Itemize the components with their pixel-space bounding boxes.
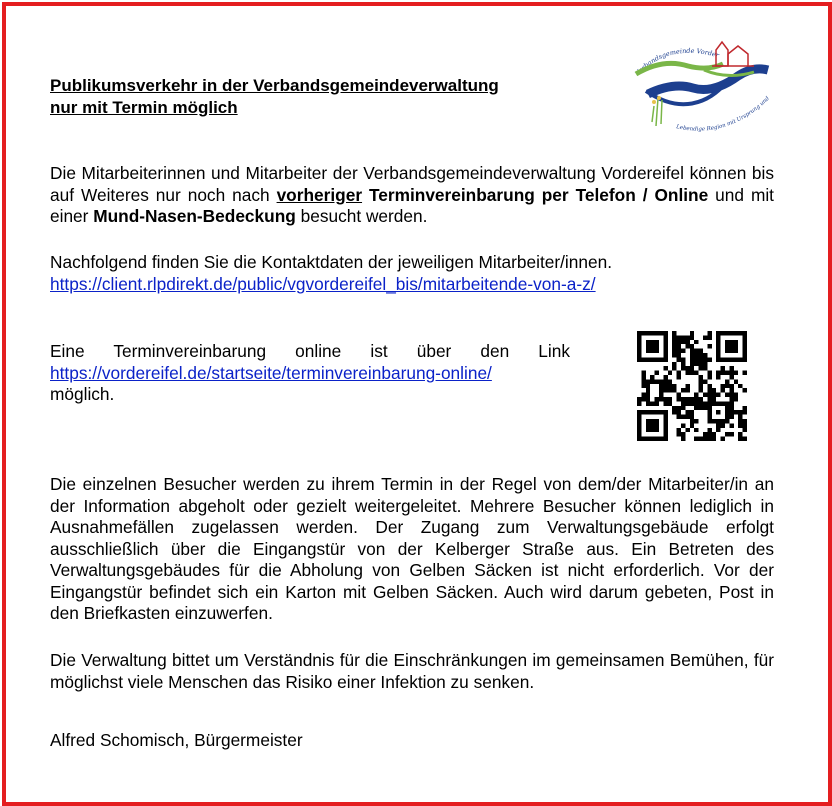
paragraph-visitor-procedure: Die einzelnen Besucher werden zu ihrem Termin in der Regel von dem/der Mitarbeiter/in an der Information abgeholt oder gezielt weitergeleitet. Mehrere Besucher können lediglich in Ausnahmefällen zugelassen werden. Der Zugang zum Verwaltungsgebäude erfolgt ausschließlich über die Eingangstür von der Kelberger Straße aus. Ein Betreten des Verwaltungsgebäudes für die Abholung von Gelben Säcken ist nicht erforderlich. Vor der Eingangstür befindet sich ein Karton mit Gelben Säcken. Auch wird darum gebeten, Post in den Briefkasten einzuwerfen. [50, 474, 774, 623]
p1-text-3: besucht werden. [295, 206, 428, 226]
p1-bold-2: Terminvereinbarung per Telefon / Online [362, 184, 709, 205]
paragraph-understanding: Die Verwaltung bittet um Verständnis für die Einschränkungen im gemeinsamen Bemühen, für möglichst viele Menschen das Risiko einer Infektion zu senken. [50, 650, 774, 692]
notice-title [50, 75, 590, 119]
online-booking-suffix: möglich. [50, 384, 115, 404]
qr-code[interactable] [637, 331, 747, 441]
title-line-1: Publikumsverkehr in der Verbandsgemeindeverwaltung [50, 76, 499, 95]
svg-text:∿: ∿ [756, 65, 762, 72]
p1-text-1: Die Mitarbeiterinnen und Mitarbeiter der Verbandsgemeindeverwaltung Vordereifel können bis auf Weiteres nur noch nach [50, 163, 774, 205]
logo-bottom-text: Lebendige Region mit Ursprung und [675, 95, 771, 133]
paragraph-online-booking [50, 341, 570, 406]
p1-text-2: und mit einer [50, 184, 774, 226]
municipality-logo [628, 36, 778, 136]
contact-data-text: Nachfolgend finden Sie die Kontaktdaten der jeweiligen Mitarbeiter/innen. [50, 252, 613, 272]
p1-bold-3: Mund-Nasen-Bedeckung [93, 206, 296, 226]
signature: Alfred Schomisch, Bürgermeister [50, 730, 303, 750]
p1-bold-underlined: vorheriger [276, 184, 363, 205]
online-booking-text: Eine Terminvereinbarung online ist über den Link [50, 341, 570, 361]
online-booking-link[interactable]: https://vordereifel.de/startseite/terminvereinbarung-online/ [50, 362, 492, 383]
staff-directory-link[interactable]: https://client.rlpdirekt.de/public/vgvordereifel_bis/mitarbeitende-von-a-z/ [50, 273, 596, 294]
logo-top-text: Verbandsgemeinde Vorder [633, 46, 720, 78]
paragraph-appointment-requirement [50, 163, 774, 228]
title-line-2: nur mit Termin möglich [50, 98, 238, 117]
paragraph-contact-data [50, 252, 774, 295]
